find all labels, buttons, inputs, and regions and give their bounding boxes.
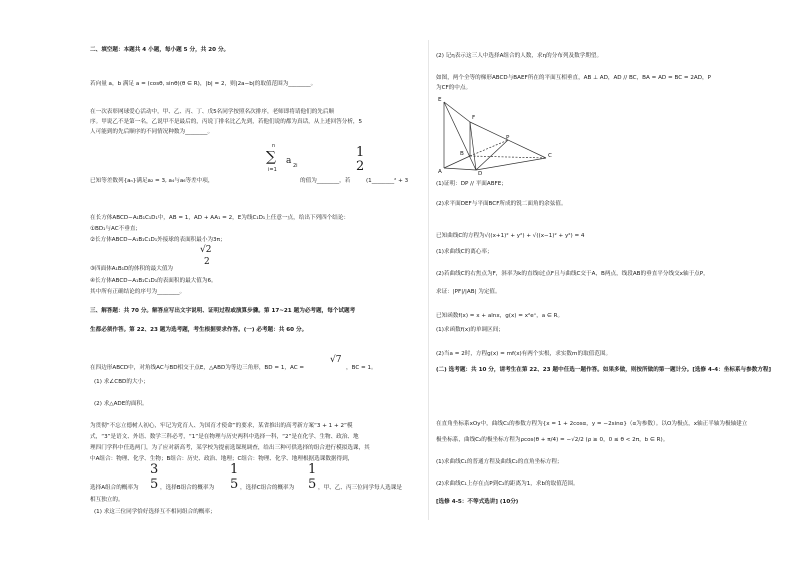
question-19-part-1: (1)证明：DP // 平面ABFE； — [436, 181, 507, 187]
fraction-1-5-numerator-b: 1 — [230, 462, 239, 477]
figure-label-d: D — [478, 171, 483, 177]
column-divider — [428, 40, 429, 520]
section-3-heading-line-2: 生都必须作答。第 22、23 题为选考题，考生根据要求作答。(一) 必考题：共 60 分。 — [90, 327, 308, 333]
question-17-part-2: (2) 求△ADE的面积。 — [94, 401, 148, 407]
question-16-conclusion-2: ②长方体ABCD−A₁B₁C₁D₁外接球的表面积最小为3π； — [90, 237, 226, 243]
question-21-part-1: (1)求函数f(x)的单调区间； — [436, 327, 504, 333]
optional-section-heading: (二) 选考题：共 10 分，请考生在第 22、23 题中任选一题作答。如果多做，则按所做的第一题计分。[选修 4-4：坐标系与参数方程] — [436, 367, 772, 373]
section-3-heading-line-1: 三、解答题：共 70 分。解答应写出文字说明、证明过程或演算步骤。第 17~21 题为必考题，每个试题考 — [90, 308, 356, 314]
question-18-line-3: 理四门学科中任选两门，为了应对新高考，某学校为提前选课现调查，给出三种可供选择的组合进行模拟选课，其 — [90, 445, 370, 451]
question-20-part-2: (2)若曲线C的右焦点为F，斜率为k的直线l过点F且与曲线C交于A，B两点，线段AB的垂直平分线交x轴于点P， — [436, 271, 709, 277]
question-21-part-2: (2)当a = 2时，方程g(x) = mf(x)有两个实根，求实数m的取值范围。 — [436, 351, 612, 357]
question-14-line-1: 在一次表彰网球爱心活动中，甲、乙、丙、丁、戊5名同学按照名次排序，老师即将请他们的先后顺 — [90, 109, 335, 115]
question-19-stem-2: 为CF的中点。 — [436, 85, 472, 91]
sum-upper-limit: n — [272, 143, 276, 149]
figure-label-e: E — [438, 97, 442, 103]
fraction-1-5-numerator-c: 1 — [308, 462, 317, 477]
question-16-prompt: 其中所有正确结论的序号为________。 — [90, 289, 186, 295]
question-15-part-a: 已知等差数列{aₙ}满足a₂ = 3, a₄与a₆等差中项， — [90, 178, 214, 184]
sqrt2-denominator: 2 — [204, 257, 210, 267]
question-19-stem-1: 如图，两个全等的梯形ABCD与BAEF所在的平面互相垂直，AB ⊥ AD，AD // BC，BA = AD = BC = 2AD，P — [436, 75, 712, 81]
sum-term-index: 2i — [293, 163, 298, 169]
figure-label-a: A — [438, 169, 442, 175]
figure-label-p: P — [506, 135, 510, 141]
geometry-figure — [436, 96, 556, 176]
question-16-stem: 在长方体ABCD−A₁B₁C₁D₁中，AB = 1，AD + AA₁ = 2，E为线C₁D₁上任意一点，给出下列四个结论： — [90, 215, 350, 221]
question-17-stem-end: ，BC = 1。 — [346, 365, 377, 371]
question-14-line-2: 序。甲说乙不是第一名，乙说甲不是最后的，丙说丁排名比乙先到，若他们说的都为真话，从上述回答分析，5 — [90, 119, 363, 125]
question-16-conclusion-4: ④长方体ABCD−A₁B₁C₁D₁的表面积的最大值为6。 — [90, 278, 217, 284]
question-15-part-b: 的值为________，若 — [300, 178, 351, 184]
summation-symbol: ∑ — [266, 149, 276, 165]
question-18-part-1: (1) 求这三位同学恰好选择互不相同组合的概率； — [94, 509, 216, 515]
question-18-line-1: 为贯彻“不忘立德树人初心，牢记为党育人、为国育才使命”的要求，某省推出的高考新方案“3 + 1 + 2”模 — [90, 423, 353, 429]
question-15-part-c: (1________² + 3 — [366, 178, 409, 184]
question-18-part-2: (2) 记η表示这三人中选择A组合的人数，求η的分布列及数学期望。 — [436, 53, 603, 59]
question-22-stem-1: 在直角坐标系xOy中，曲线C₁的参数方程为{x = 1 + 2cosα，y = −2sinα}（α为参数）。以O为极点，x轴正半轴为极轴建立 — [436, 421, 748, 427]
question-18-line-2: 式，“3”是语文、外语、数学三科必考，“1”是在物理与历史两科中选择一科，“2”是在化学、生物、政治、地 — [90, 434, 359, 440]
question-22-part-2: (2)求曲线C₁上存在点P到C₂的距离为1，求b的取值范围。 — [436, 481, 579, 487]
figure-label-b: B — [460, 151, 464, 157]
question-23-heading: [选修 4-5：不等式选讲] (10分) — [436, 499, 519, 505]
question-20-part-1: (1)求曲线C的离心率； — [436, 249, 493, 255]
figure-label-c: C — [548, 153, 552, 159]
half-numerator: 1 — [356, 145, 365, 160]
sum-lower-limit: i=1 — [268, 167, 277, 173]
fraction-1-5-denominator-b: 5 — [230, 477, 239, 492]
fraction-3-5-denominator: 5 — [150, 477, 159, 492]
fraction-3-5-numerator: 3 — [150, 462, 159, 477]
question-13: 若向量 a，b 满足 a = (cosθ, sinθ)(θ ∈ R)，|b| = 2，则|2a−b|的取值范围为________。 — [90, 81, 317, 87]
question-14-line-3: 人可能到的先后顺序的不同情况种数为________。 — [90, 129, 214, 135]
question-18-prob-b: ，选择B组合的概率为 — [160, 485, 215, 491]
sum-term: a — [286, 156, 292, 166]
question-18-prob-tail: ，甲、乙、丙三位同学每人选课是 — [318, 485, 402, 491]
question-22-part-1: (1)求曲线C₁的普通方程及曲线C₂的直角坐标方程； — [436, 459, 563, 465]
question-22-stem-2: 极坐标系，曲线C₂的极坐标方程为ρcos(θ + π/4) = −√2/2 (ρ ≥ 0，0 ≤ θ < 2π，b ∈ R)。 — [436, 437, 669, 443]
question-19-part-2: (2)求平面DEF与平面BCF所成的锐二面角的余弦值。 — [436, 201, 567, 207]
question-17-stem: 在四边形ABCD中，对角线AC与BD相交于点E，△ABD为等边三角形，BD = 1，AC = — [90, 365, 305, 371]
question-20-stem: 已知曲线C的方程为√((x+1)² + y²) + √((x−1)² + y²) = 4 — [436, 233, 585, 239]
fraction-1-5-denominator-c: 5 — [308, 477, 317, 492]
half-denominator: 2 — [356, 159, 365, 174]
question-18-prob-c: ，选择C组合的概率为 — [240, 485, 295, 491]
question-18-line-4: 中A组合：物理、化学、生物；B组合：历史、政治、地理；C组合：物理、化学、地理根据选课数据得到， — [90, 456, 354, 462]
question-21-stem: 已知函数f(x) = x + alnx，g(x) = x²eˣ，a ∈ R。 — [436, 313, 564, 319]
question-18-independent: 相互独立的。 — [90, 497, 124, 503]
question-20-part-2-claim: 求证：|PF|/|AB| 为定值。 — [436, 289, 501, 295]
sqrt7-value: √7 — [330, 355, 342, 365]
question-17-part-1: (1) 求∠CBD的大小； — [94, 379, 149, 385]
question-16-conclusion-1: ①BD₁与AC不垂直； — [90, 226, 142, 232]
section-2-heading: 二、填空题：本题共 4 小题，每小题 5 分，共 20 分。 — [90, 47, 230, 53]
question-16-conclusion-3: ③四面体A₁B₁D的体积的最大值为 — [90, 266, 174, 272]
figure-label-f: F — [472, 115, 476, 121]
sqrt2-numerator: √2 — [200, 245, 212, 255]
question-18-prob-a: 选择A组合的概率为 — [90, 485, 139, 491]
